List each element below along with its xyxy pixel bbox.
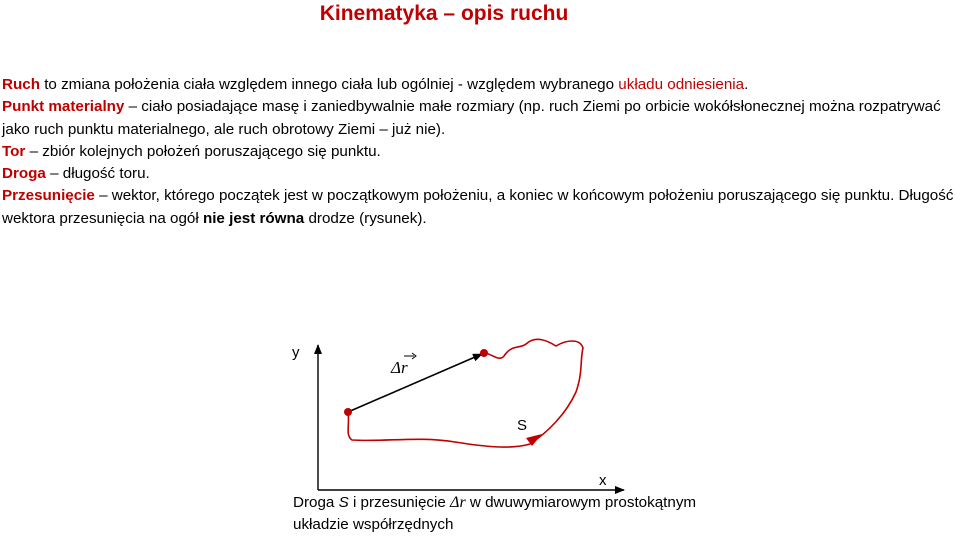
start-point bbox=[344, 408, 352, 416]
vector-label: Δr bbox=[391, 358, 408, 377]
term-uklad-odniesienia: układu odniesienia bbox=[618, 76, 745, 93]
term-punkt-materialny: Punkt materialny bbox=[2, 98, 125, 116]
x-axis-label: x bbox=[599, 472, 607, 489]
definition-przesuniecie-bold: nie jest równa bbox=[202, 209, 305, 227]
page-title: Kinematyka – opis ruchu bbox=[319, 2, 569, 25]
definition-przesuniecie-end: drodze (rysunek). bbox=[304, 209, 427, 227]
trajectory-path bbox=[348, 339, 583, 447]
definition-ruch-end: . bbox=[744, 76, 749, 93]
path-label: S bbox=[517, 417, 528, 434]
term-tor: Tor bbox=[2, 142, 26, 160]
definition-tor-text: – zbiór kolejnych położeń poruszającego się punktu. bbox=[25, 142, 381, 160]
term-droga: Droga bbox=[2, 165, 46, 183]
caption-delta-r: Δr bbox=[450, 494, 466, 511]
displacement-vector bbox=[348, 354, 482, 412]
caption-s: S bbox=[338, 494, 349, 511]
term-ruch: Ruch bbox=[2, 76, 40, 93]
y-axis-label: y bbox=[292, 344, 300, 361]
caption-part1: Droga bbox=[293, 494, 339, 511]
figure-caption bbox=[293, 492, 713, 536]
definition-ruch-text: to zmiana położenia ciała względem innego ciała lub ogólniej - względem wybranego bbox=[39, 76, 619, 93]
term-przesuniecie: Przesunięcie bbox=[2, 187, 95, 205]
definition-przesuniecie-text: – wektor, którego początek jest w początkowym położeniu, a koniec w końcowym położeniu poruszającego się punktu. Długość wektora przesunięcia na ogół bbox=[2, 187, 954, 227]
caption-part2: i przesunięcie bbox=[348, 494, 451, 511]
definition-droga-text: – długość toru. bbox=[45, 165, 150, 183]
end-point bbox=[480, 349, 488, 357]
caption-part3: w dwuwymiarowym prostokątnym układzie współrzędnych bbox=[293, 494, 697, 533]
definition-punkt-text: – ciało posiadające masę i zaniedbywalnie małe rozmiary (np. ruch Ziemi po orbicie wokółsłonecznej można rozpatrywać jako ruch punktu materialnego, ale ruch obrotowy Ziemi – już nie). bbox=[2, 98, 941, 138]
